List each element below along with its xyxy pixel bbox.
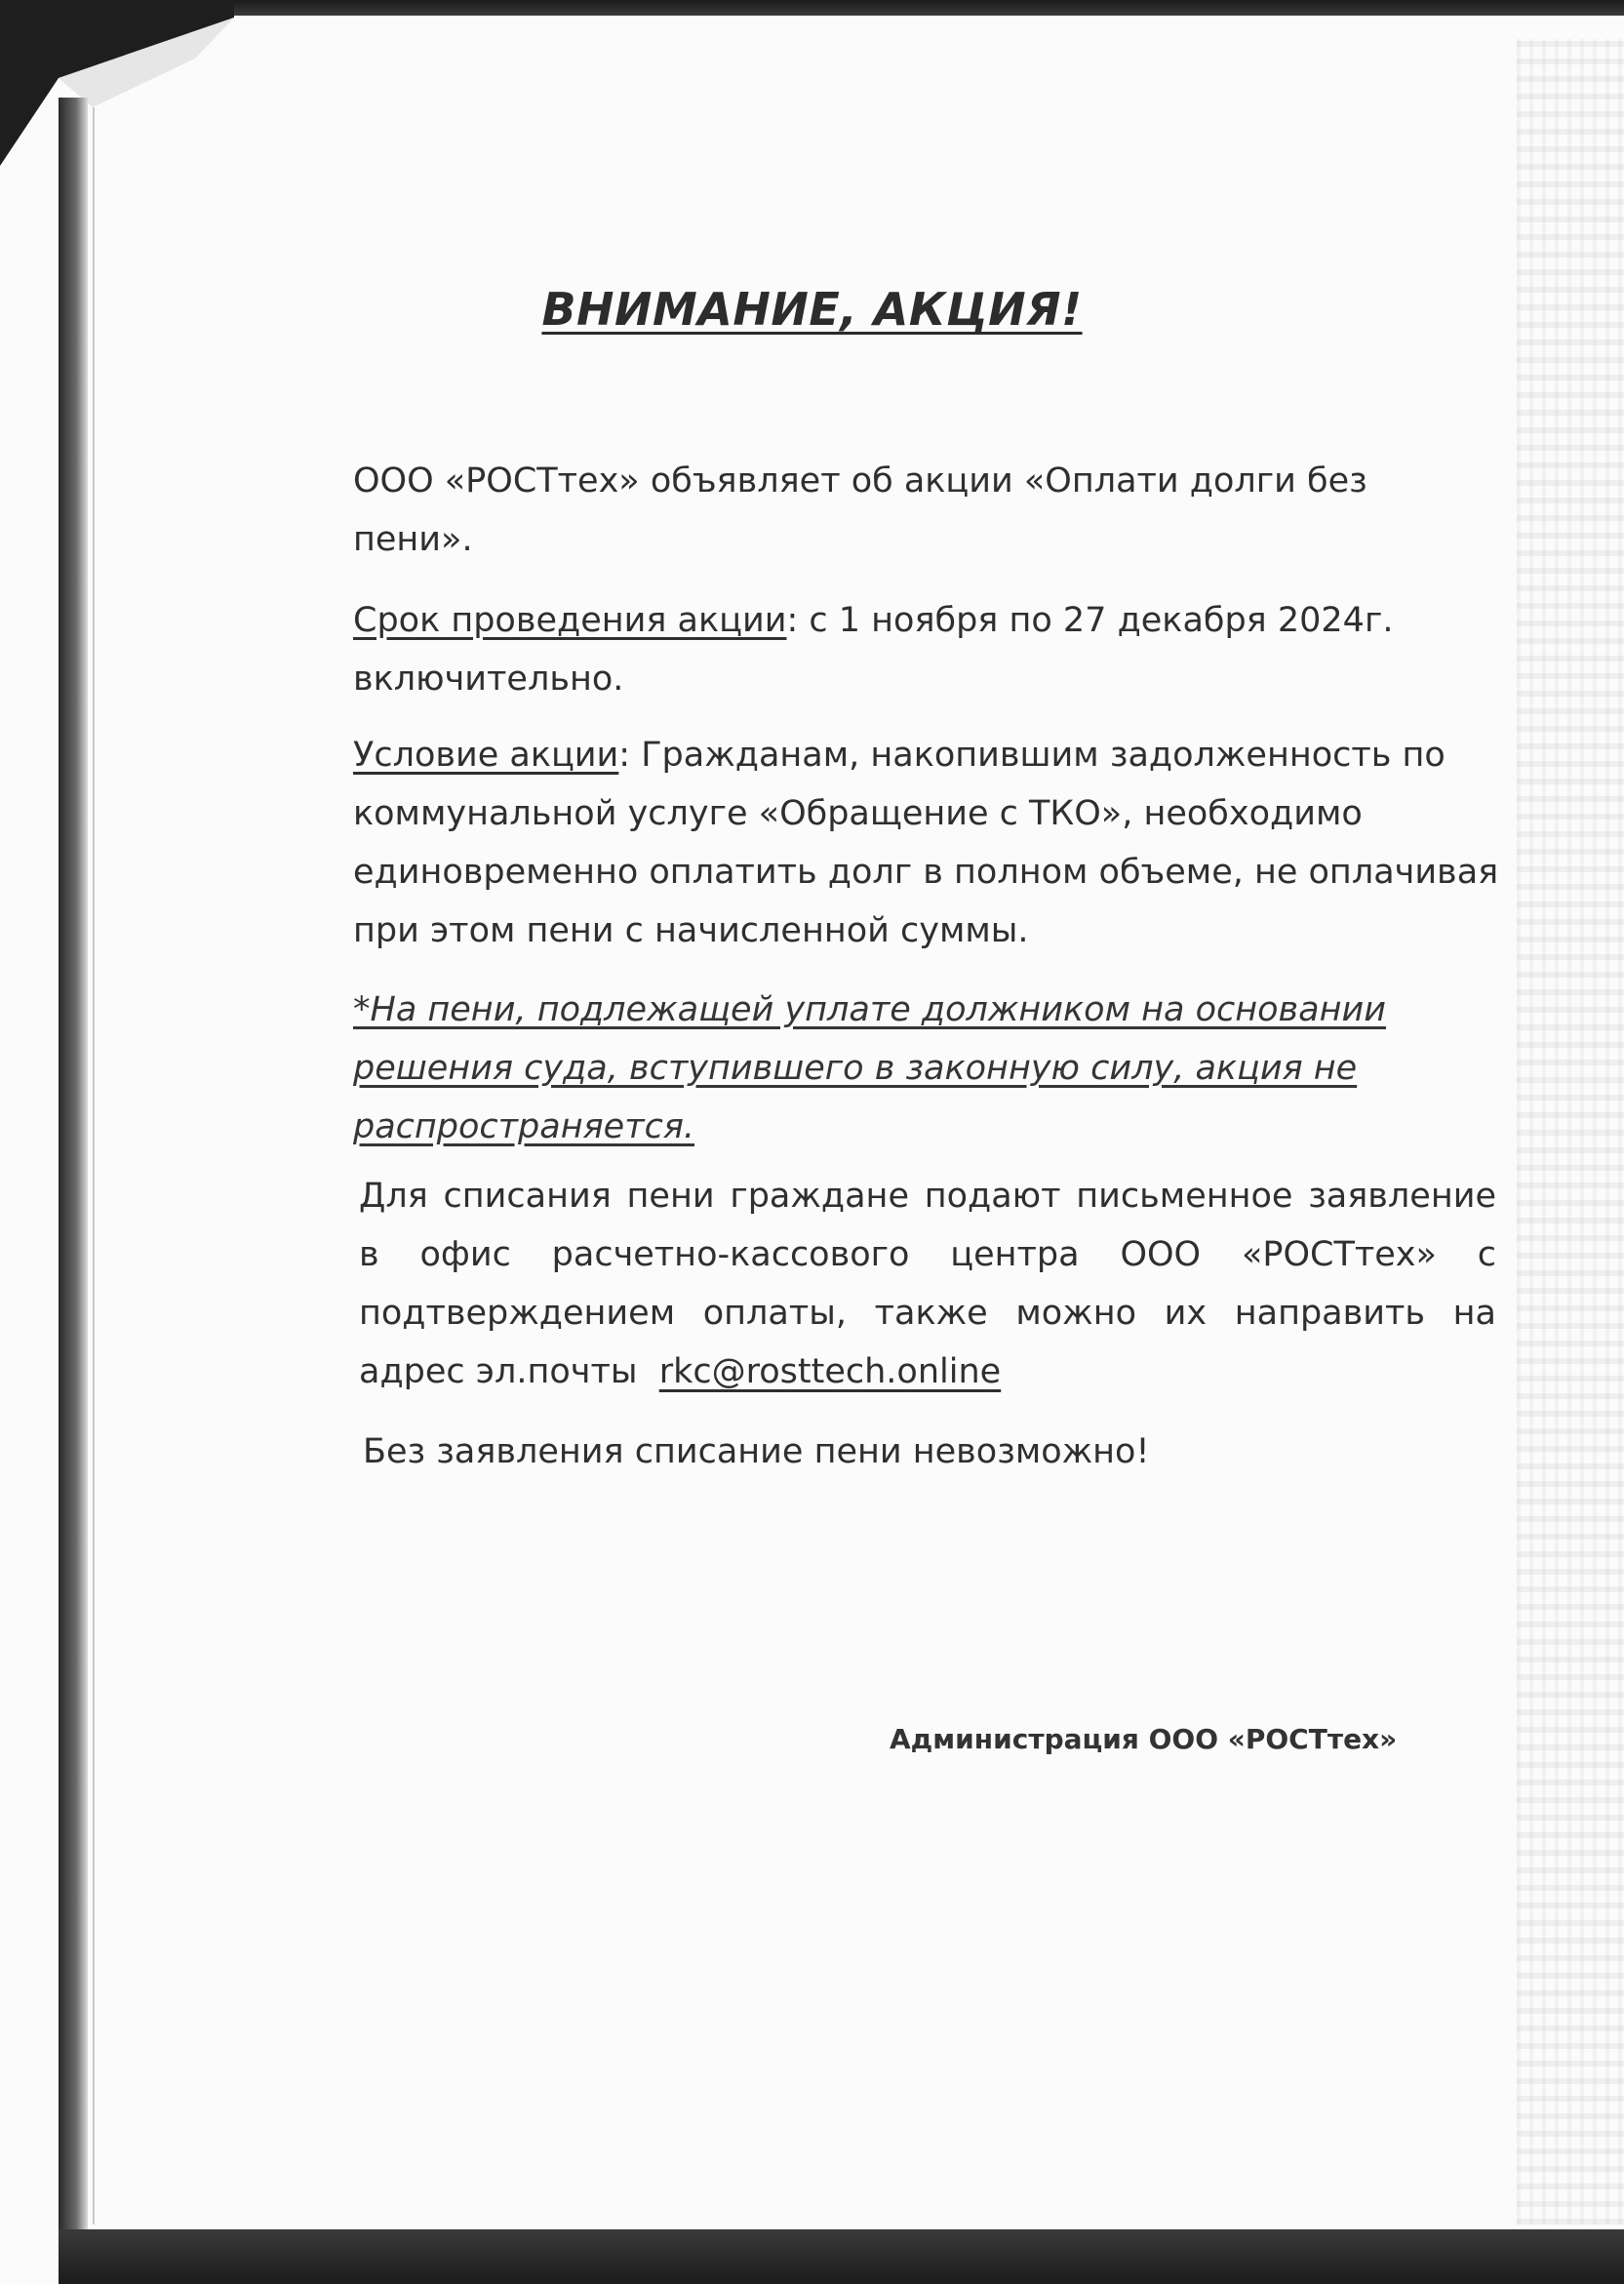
condition-paragraph [353, 726, 1504, 960]
scan-top-edge [0, 0, 1624, 16]
scan-noise-right [1517, 39, 1624, 2224]
page-title: ВНИМАНИЕ, АКЦИЯ! [541, 283, 1083, 336]
email-link[interactable]: rkc@rosttech.online [658, 1352, 1002, 1391]
scan-bottom-edge [59, 2229, 1624, 2284]
warning-paragraph: Без заявления списание пени невозможно! [363, 1432, 1150, 1471]
application-text: Для списания пени граждане подают письменное заявление в офис расчетно-кассового центра ООО «РОСТтех» с подтверждением оплаты, также можно их направить на адрес эл.почты [359, 1177, 1496, 1391]
announcement-paragraph: ООО «РОСТтех» объявляет об акции «Оплати долги без пени». [353, 461, 1367, 559]
scan-left-edge [59, 98, 88, 2244]
period-text: : с 1 ноября по 27 декабря 2024г. включительно. [353, 601, 1394, 699]
period-paragraph [353, 591, 1475, 708]
application-paragraph [359, 1167, 1496, 1401]
paper-edge-line [93, 107, 95, 2224]
folded-corner [0, 0, 234, 166]
signature: Администрация ООО «РОСТтех» [890, 1723, 1398, 1755]
period-label: Срок проведения акции [353, 601, 787, 640]
note-paragraph: *На пени, подлежащей уплате должником на основании решения суда, вступившего в законную силу, акция не распространяется. [353, 990, 1386, 1146]
condition-text: : Гражданам, накопившим задолженность по коммунальной услуге «Обращение с ТКО», необходимо единовременно оплатить долг в полном объеме, не оплачивая при этом пени с начисленной суммы. [353, 736, 1499, 950]
condition-label: Условие акции [353, 736, 619, 775]
